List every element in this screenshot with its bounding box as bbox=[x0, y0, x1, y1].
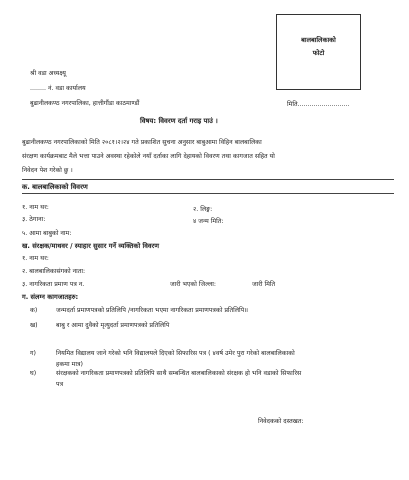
section-ka-title: क. बालबालिकाको विवरण bbox=[22, 183, 88, 191]
kha-citizenship-field: ३. नागरिकता प्रमाण पत्र न. bbox=[22, 281, 85, 288]
divider-bottom bbox=[22, 193, 394, 194]
photo-box-sublabel: फोटो bbox=[312, 49, 325, 57]
subject-line: विषय: विवरण दर्ता गराइ पाउं । bbox=[140, 117, 218, 125]
ga-item-text: जन्मदर्ता प्रमाणपत्रको प्रतिलिपि /नागरिकता भएमा नागरिकता प्रमाणपत्रको प्रतिलिपि॥ bbox=[56, 307, 249, 314]
ga-item-mark: ग) bbox=[30, 350, 37, 357]
ga-item-text-cont: हकमा मात्र) bbox=[56, 361, 83, 368]
ga-item-text-cont: पत्र bbox=[56, 381, 64, 388]
ga-item-mark: घ) bbox=[30, 370, 37, 377]
divider-top bbox=[22, 179, 394, 180]
kha-name-field: १. नाम थर: bbox=[22, 255, 49, 262]
address-line-3: बुढानीलकण्ठ नगरपालिका, हात्तीगौंडा काठमाण्डौं bbox=[30, 100, 140, 107]
signature-label: निवेदकको दस्तखत: bbox=[258, 418, 304, 425]
ga-item-text: बाबु र आमा दुवैको मृत्युदर्ता प्रमाणपत्रको प्रतिलिपि bbox=[56, 322, 170, 329]
section-kha-title: ख. संरक्षक/माथवर / स्याहार सुसार गर्ने व्यक्तिको विवरण bbox=[22, 242, 160, 250]
section-ga-title: ग. संलग्न कागजातहरु: bbox=[22, 293, 79, 301]
kha-relation-field: २. बालबालिकासंगको नाता: bbox=[22, 268, 86, 275]
date-field: मिति.......................... bbox=[287, 101, 350, 108]
photo-box-label: बालबालिकाको bbox=[301, 36, 336, 44]
ga-item-mark: ख) bbox=[30, 322, 38, 329]
address-line-2: ........ नं. वडा कार्यालय bbox=[30, 85, 86, 92]
ga-item-text: नियमित विद्यालय जाने गरेको भनि विद्यालयले दिएको सिफारिस पत्र ( ४वर्ष उमेर पुरा गरेको बालबालिकाको bbox=[56, 350, 295, 357]
ka-dob-field: ४ जन्म मिति: bbox=[193, 218, 224, 225]
photo-box bbox=[276, 14, 361, 90]
ka-parents-field: ५. आमा बाबुको नाम: bbox=[22, 230, 72, 237]
kha-issued-date-field: जारी मिति bbox=[252, 281, 276, 288]
ka-gender-field: २. लिङ्ग: bbox=[193, 206, 213, 213]
ka-address-field: ३. ठेगाना: bbox=[22, 216, 46, 223]
address-line-1: श्री वडा अध्यक्ष्यू bbox=[30, 70, 66, 77]
ga-item-mark: क) bbox=[30, 307, 38, 314]
kha-issued-district-field: जारी भएको जिल्ला: bbox=[170, 281, 217, 288]
body-line-3: निवेदन पेश गरेको छु । bbox=[22, 167, 73, 174]
body-line-2: संरक्षण कार्यक्रमबाट मैले भत्ता पाउने अवस्था रहेकोले नयाँ दर्ताका लागि देहायको विवरण तथा कागजात सहित यो bbox=[22, 153, 275, 160]
body-line-1: बुढानीलकण्ठ नगरपालिकाको मिति २०८१।२।२४ गते प्रकाशित सुचना अनुसार बाबुआमा विहिन बालबालिका bbox=[22, 139, 262, 146]
ga-item-text: संरक्षकको नागरिकता प्रमाणपत्रको प्रतिलिपि साथै सम्बन्धित बालबालिकाको संरक्षक हो भनि वडाको सिफारिस bbox=[56, 370, 302, 377]
ka-name-field: १. नाम थर: bbox=[22, 204, 49, 211]
